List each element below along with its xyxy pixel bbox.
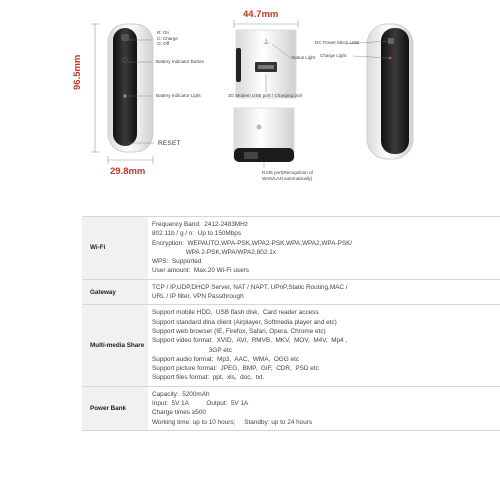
spec-line: Support audio format: Mp3, AAC, WMA, OGG etc <box>152 355 300 363</box>
spec-line: 3GP etc <box>152 346 232 354</box>
spec-line: Support video format: XVID, AVI, RMVB, MKV, MOV, M4V, Mp4 , <box>152 337 348 345</box>
led-legend-on: R: On <box>157 30 169 35</box>
product-diagram <box>0 0 500 205</box>
reset-label: RESET <box>158 140 181 147</box>
spec-line: Charge times ≥500 <box>152 409 206 417</box>
battery-indicator-button-label: Battery Indicator Button <box>156 59 205 64</box>
spec-category: Gateway <box>82 280 148 305</box>
charge-light-label: Charge Light <box>320 53 347 58</box>
spec-lines <box>148 280 348 305</box>
spec-table <box>82 216 500 431</box>
spec-line: Support standard dlna client (Airplayer, Softmedia player and etc) <box>152 318 337 326</box>
spec-lines <box>148 217 352 279</box>
usb-port-label: 3G Modem USB port / Charging port <box>228 93 303 98</box>
spec-line: Support picture format: JPEG, BMP, GIF, CDR, PSD etc <box>152 365 319 373</box>
spec-line: Input: 5V 1A Output: 5V 1A <box>152 400 249 408</box>
spec-line: Support web browser (IE, Firefox, Safari, Opera, Chrome etc) <box>152 327 326 335</box>
spec-line: Frequency Band: 2412-2483MHz <box>152 221 248 228</box>
svg-text:⚓: ⚓ <box>263 39 270 45</box>
device-front-view <box>234 108 294 168</box>
led-legend-charge: C: Charge <box>157 35 178 41</box>
spec-lines <box>148 387 312 430</box>
dimension-height-label: 96.5mm <box>72 54 83 90</box>
spec-row-multimedia <box>82 304 500 385</box>
spec-line: URL / IP filter, VPN Passthrough <box>152 293 244 301</box>
spec-category: Multi-media Share <box>82 305 148 385</box>
spec-row-power-bank <box>82 386 500 431</box>
spec-row-wifi <box>82 216 500 279</box>
device-illustrations <box>0 0 500 205</box>
spec-line: TCP / IP,UDP,DHCP Server, NAT / NAPT, UPnP,Static Routing,MAC / <box>152 283 348 291</box>
led-legend-off: O: Off <box>157 41 170 46</box>
device-side-view <box>91 24 154 164</box>
spec-line: User amount: Max.20 Wi-Fi users <box>152 267 249 275</box>
spec-line: Support files format: ppt, xls, doc, txt. <box>152 374 265 382</box>
spec-lines <box>148 305 347 385</box>
spec-line: Working time: up to 10 hours; Standby: up to 24 hours <box>152 418 313 426</box>
spec-line: Support mobile HDD, USB flash disk, Card reader access <box>152 309 319 317</box>
spec-line: WPS: Supported <box>152 258 202 266</box>
led-legend <box>157 30 178 47</box>
dc-power-label: DC Power Micro USB <box>315 40 360 45</box>
status-light-label: Status Light <box>291 55 316 60</box>
spec-category: Wi-Fi <box>82 217 148 279</box>
device-top-view <box>234 20 298 98</box>
battery-indicator-light-label: Battery Indicator Light <box>156 93 201 98</box>
rj45-line-2: WAN/LAN automatically) <box>262 175 313 181</box>
spec-line: Encryption: WEPAUTO,WPA-PSK,WPA2-PSK,WPA,WPA2,WPA-PSK/ <box>152 239 353 247</box>
spec-line: WPA 2-PSK,WPA/WPA2,802.1x <box>152 248 276 256</box>
spec-line: Capacity: 5200mAh <box>152 390 210 398</box>
dimension-depth-label: 29.8mm <box>110 166 146 177</box>
rj45-line-1: RJ45 port(Recognition of <box>262 170 313 175</box>
spec-line: 802.11b / g / n: Up to 150Mbps <box>152 230 242 238</box>
rj45-port-label <box>262 170 313 181</box>
spec-row-gateway <box>82 279 500 305</box>
dimension-width-label: 44.7mm <box>243 9 279 20</box>
spec-category: Power Bank <box>82 387 148 430</box>
